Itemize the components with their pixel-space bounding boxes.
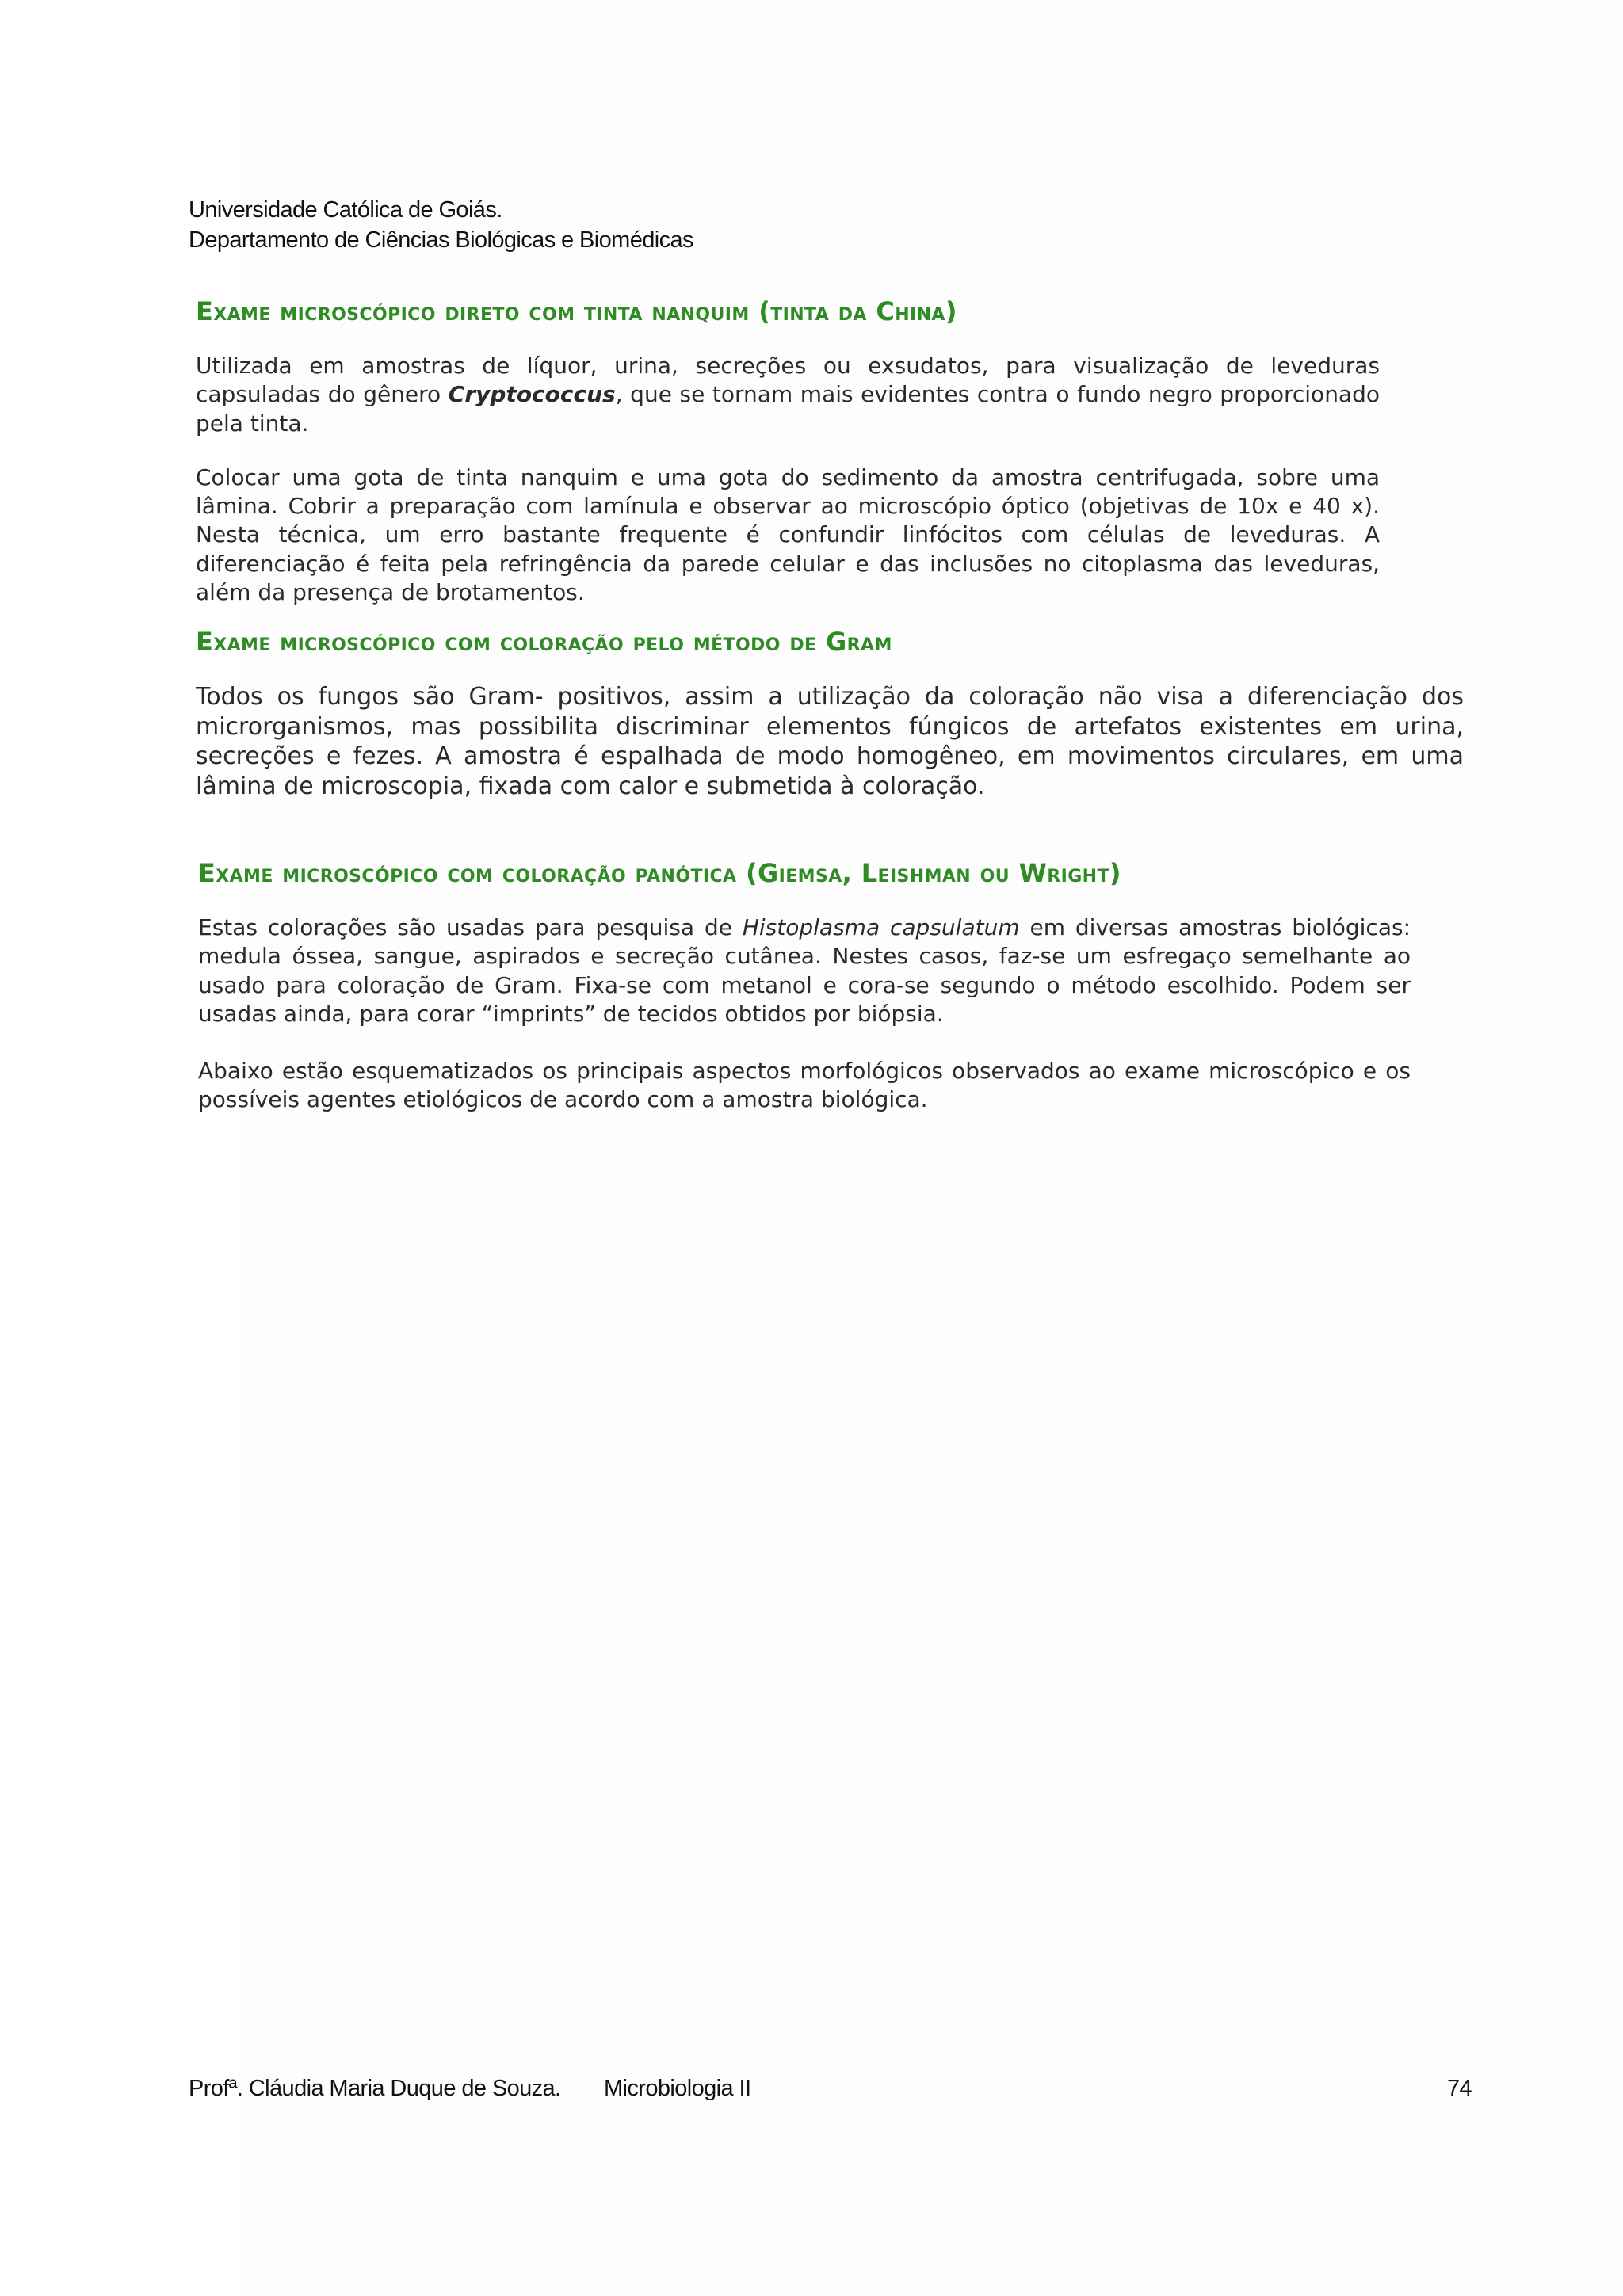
- paragraph-text: em diversas amostras biológicas: medula óssea, sangue, aspirados e secreção cutânea. Nestes casos, faz-se um esfregaço semelhante ao usado para coloração de Gram. Fixa-se com metanol e cora-se segundo o método escolhido. Podem ser usadas ainda, para corar “imprints” de tecidos obtidos por biópsia.: [198, 914, 1411, 1027]
- section-panotica: [198, 858, 1411, 1115]
- paragraph-text: Estas colorações são usadas para pesquisa de: [198, 914, 743, 940]
- paragraph-text: Utilizada em amostras de líquor, urina, secreções ou exsudatos, para visualização de leveduras capsuladas do gênero: [196, 353, 1380, 408]
- paragraph: [196, 352, 1380, 438]
- department-name: Departamento de Ciências Biológicas e Biomédicas: [189, 227, 693, 253]
- section-title: Exame microscópico com coloração panótica (Giemsa, Leishman ou Wright): [198, 858, 1121, 888]
- section-tinta-nanquim: [196, 296, 1380, 607]
- footer-course: Microbiologia II: [604, 2076, 751, 2101]
- page-header: [189, 195, 693, 255]
- paragraph-text: , que se tornam mais evidentes contra o fundo negro proporcionado pela tinta.: [196, 381, 1380, 437]
- genus-name: Cryptococcus: [448, 381, 616, 408]
- university-name: Universidade Católica de Goiás.: [189, 197, 502, 223]
- section-title: Exame microscópico direto com tinta nanquim (tinta da China): [196, 296, 957, 326]
- paragraph: Todos os fungos são Gram- positivos, assim a utilização da coloração não visa a diferenciação dos microrganismos, mas possibilita discriminar elementos fúngicos de artefatos existentes em urina, secreções e fezes. A amostra é espalhada de modo homogêneo, em movimentos circulares, em uma lâmina de microscopia, fixada com calor e submetida à coloração.: [196, 683, 1464, 800]
- paragraph: [198, 913, 1411, 1028]
- section-title: Exame microscópico com coloração pelo método de Gram: [196, 627, 892, 657]
- paragraph: Colocar uma gota de tinta nanquim e uma gota do sedimento da amostra centrifugada, sobre uma lâmina. Cobrir a preparação com lamínula e observar ao microscópio óptico (objetivas de 10x e 40 x). Nesta técnica, um erro bastante frequente é confundir linfócitos com células de leveduras. A diferenciação é feita pela refringência da parede celular e das inclusões no citoplasma das leveduras, além da presença de brotamentos.: [196, 463, 1380, 606]
- species-name: Histoplasma capsulatum: [742, 914, 1020, 940]
- paragraph: Abaixo estão esquematizados os principais aspectos morfológicos observados ao exame microscópico e os possíveis agentes etiológicos de acordo com a amostra biológica.: [198, 1058, 1411, 1113]
- section-gram: [196, 627, 1464, 801]
- page-number: 74: [1447, 2076, 1472, 2101]
- footer-author: Profª. Cláudia Maria Duque de Souza.: [189, 2076, 561, 2101]
